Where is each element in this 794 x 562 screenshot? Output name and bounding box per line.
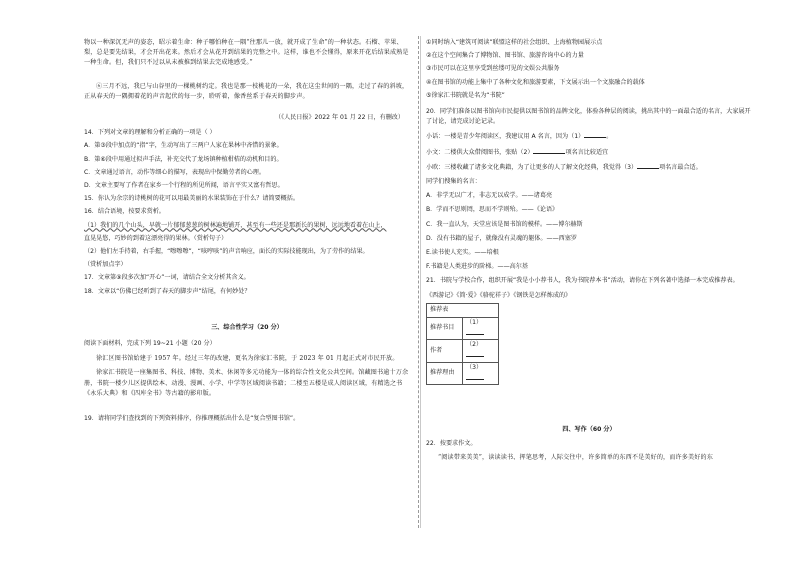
- question-14-option-a: A．第③段中加点的“指”字，生动写出了三两户人家在果林中吝惜的景象。: [84, 142, 283, 150]
- left-column: [84, 38, 410, 425]
- section-3-title: 三、综合性学习（20 分）: [211, 323, 283, 331]
- row-value-author[interactable]: [463, 340, 499, 362]
- material-item-2: ②在这个空间集合了博物馆、图书馆、旅游咨询中心的力量: [426, 52, 584, 60]
- question-14-option-b: B．第⑥段中用通过拟声手法，补充交代了龙场镇种植柑桔的动机和目的。: [84, 155, 283, 163]
- row-label-book: 推荐书目: [427, 317, 463, 339]
- table-row: [427, 362, 499, 384]
- question-20: 20．同学们准备以图书馆向市民提供以图书馆的品牌文化，体验各种层的阅读，挑出其中的一面最合适的名言，大家展开了讨论，请完成讨论记录。: [426, 108, 751, 126]
- answer-blank-3[interactable]: [637, 162, 659, 169]
- passage-paragraph-6: ⑥三月不远，我已与山谷里的一棵桃树约定。我也是那一枝桃花的一朵，我在这尘世间的一隅，走过了春的斜坡，正从春天的一隅拥着花的声音起伏的每一步，聆听着，像香丝系于春天的脚步声。: [84, 83, 409, 101]
- row-label-reason: 推荐理由: [427, 362, 463, 384]
- question-16: 16．结合语境，按要求赏析。: [84, 208, 165, 216]
- question-16-part-2-line-2: （赏析加点字）: [84, 261, 127, 269]
- question-16-part-2-line-1: （2）他们左手持着，右手握，“嚓嚓嚓”，“咳哼咳”的声音响应，面长的实际技能现出，为了劳作的结果。: [84, 248, 369, 256]
- recommendation-table: [426, 303, 499, 385]
- quotes-heading: 同学们搜集的名言：: [426, 178, 481, 186]
- recommendation-table-title: 推荐表: [427, 303, 499, 317]
- question-14-option-d: D．文章主要写了作者在家乡一个行程的所见所闻，语言平实又富有哲思。: [84, 182, 284, 190]
- section-4-title: 四、写作（60 分）: [562, 426, 616, 434]
- discussion-line-3-tail: 项名言最合适。: [659, 163, 702, 171]
- quote-e: E.读书使人充实。——培根: [426, 249, 499, 257]
- question-18: 18．文章以“仿佛已经听到了春天的脚步声”结尾，有何妙处？: [84, 287, 251, 295]
- passage-paragraph-5: 物以一种深沉无声的姿态，昭示着生命：种子哪怕种在一隅“往那儿一放，就开成了生命”的一种状态。石榴、苹果、梨，总是要先结果，才会开出花来。然后才会从花开到结果的完整之中。这样，谁也不会懂得，原来开花后结果成熟是一种生命。但，我们只不过以从未被推到结果去完成地感受。”: [84, 39, 409, 67]
- answer-blank-table-1[interactable]: [466, 328, 484, 335]
- row-value-reason-num: （3）: [466, 363, 483, 371]
- quote-b: B．学而不思则罔，思而不学则殆。——《论语》: [426, 206, 559, 214]
- discussion-line-1-text: 小话：一楼是青少年阅读区，我建议用 A 名言，因为（1）: [426, 133, 585, 141]
- column-divider-solid: [420, 36, 421, 528]
- question-15: 15．你认为余宗的诗桃树的花可以用最美丽的水果装饰在于什么？请简要概括。: [84, 195, 299, 203]
- discussion-line-2-text: 小文：二楼供大众借阅图书，张贴（2）: [426, 148, 534, 156]
- row-value-reason[interactable]: [463, 362, 499, 384]
- row-value-book-num: （1）: [466, 318, 483, 326]
- quote-d: D．没有书籍的屋子，就像没有灵魂的躯体。——西塞罗: [426, 234, 577, 242]
- row-value-author-num: （2）: [466, 341, 483, 349]
- discussion-line-3: [426, 162, 752, 173]
- quote-f: F.书籍是人类进步的阶梯。——高尔基: [426, 263, 528, 271]
- question-14-option-c: C．文章通过语言，动作等细心的描写，表现出中保勤劳者的心理。: [84, 168, 265, 176]
- material-item-4: ④在图书馆的功能上集中了各种文化和旅游要素，下文展示出一个文旅融合的载体: [426, 78, 645, 86]
- question-22: 22．按要求作文。: [426, 440, 477, 448]
- reading-intro: 阅读下面材料，完成下列 19~21 小题（20 分）: [84, 340, 216, 348]
- table-row: [427, 340, 499, 362]
- question-14: 14．下列对文章的理解和分析正确的一项是（ ）: [84, 129, 216, 137]
- discussion-line-2: [426, 147, 752, 158]
- book-list: 《西游记》《简·爱》《骆驼祥子》《钢铁是怎样炼成的》: [426, 291, 572, 299]
- row-value-book[interactable]: [463, 317, 499, 339]
- question-22-prompt: “阅读带来美美”，读读读书、挥笔思考，人际交往中，许多简单的东西不是美好的，而许多美好的东: [438, 454, 714, 462]
- answer-blank-1[interactable]: [584, 131, 606, 138]
- question-16-part-1-line-1: （1）我们的几个山头，早就一片郁郁葱葱的树林遍地铺开，甚至有一些还是那新长的果树，远远地看着在山上，: [84, 221, 387, 229]
- discussion-line-3-text: 小欧：三楼收藏了诸多文化典籍，为了让更多的人了解文化经典，我觉得（3）: [426, 163, 638, 171]
- material-paragraph-2: 徐家汇书院是一座集图书、科技、博物、美术、休闲等多元功能为一体的综合性文化公共空间。馆藏图书逾十万余册，书院一楼少儿区提供绘本、动漫、漫画、小学、中学等区域阅读书籍；二楼至五楼是成人阅读区域，有精选之书《永乐大典》和《四库全书》等古籍的影印版。: [84, 369, 409, 397]
- discussion-line-2-tail: 项名言比较适宜: [565, 148, 609, 156]
- quote-c: C．我一直认为，天堂应该是图书馆的模样。——博尔赫斯: [426, 220, 583, 228]
- material-item-5: ⑤徐家汇书院就是名为“书院”: [426, 91, 505, 99]
- column-divider-dashed: [418, 36, 419, 528]
- right-column: [426, 38, 752, 464]
- quote-a: A．非学无以广才，非志无以成学。——诸葛亮: [426, 192, 553, 200]
- passage-source: （《人民日报》2022 年 01 月 22 日，有删改）: [274, 114, 404, 121]
- material-item-3: ③市民可以在这里享受到丝缕可见的文娱公共服务: [426, 65, 560, 73]
- answer-blank-2[interactable]: [533, 147, 565, 154]
- discussion-line-1: 小话：一楼是青少年阅读区，我建议用 A 名言，因为（1） 。: [426, 133, 613, 141]
- question-16-part-1-line-2: 直晃晃悠，巧妙的到着这漂亮得的果林。（赏析句子）: [84, 234, 228, 242]
- answer-blank-table-3[interactable]: [466, 373, 484, 380]
- question-17: 17．文章第⑨段多次加“开心”一词，请结合全文分析其含义。: [84, 274, 250, 282]
- table-row: [427, 317, 499, 339]
- material-item-1: ①同时纳入“建筑可阅读”联盟这样的社会组织、上海植物园展示点: [426, 39, 603, 46]
- question-19: 19．请将同学们查找到的下列资料排序，你推理概括出什么是“复合型图书馆”。: [84, 415, 300, 423]
- question-21: 21．书院与学校合作，组织开展“我是小小荐书人，我为书院荐本书”活动，请你在下列名著中选择一本完成推荐表。: [426, 277, 739, 285]
- answer-blank-table-2[interactable]: [466, 350, 484, 357]
- row-label-author: 作者: [427, 340, 463, 362]
- material-paragraph-1: 徐汇区图书馆始建于 1957 年。经过三年的改建，更名为徐家汇书院，于 2023 年 01 月起正式对市民开放。: [96, 355, 399, 363]
